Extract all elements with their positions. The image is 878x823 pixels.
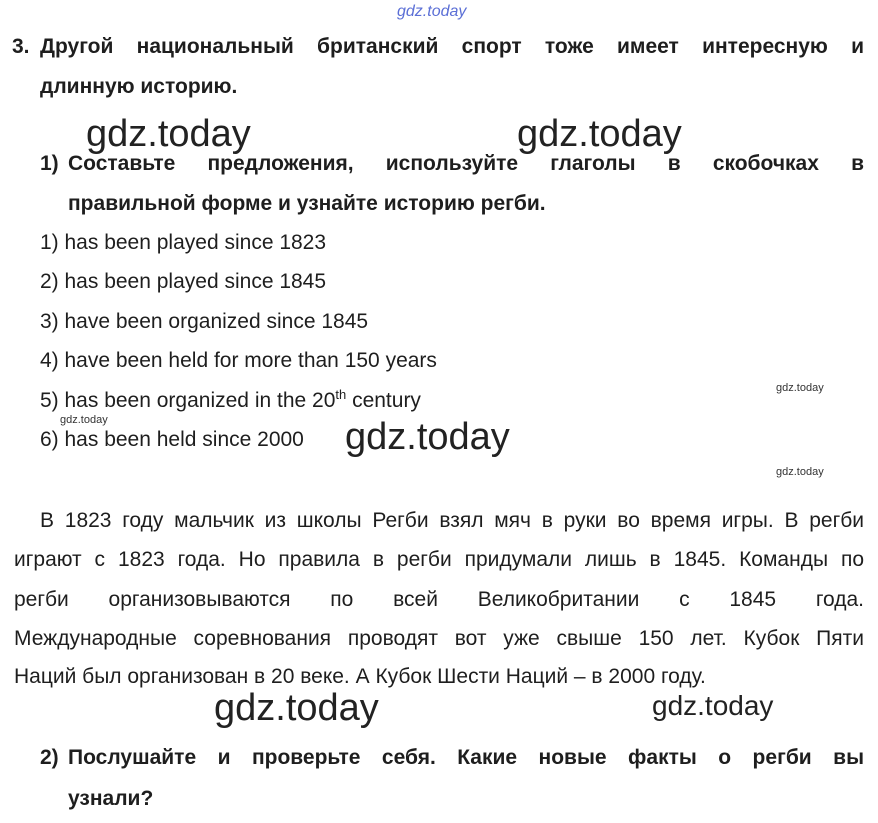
- watermark-big-3: gdz.today: [345, 416, 510, 458]
- watermark-small-2: gdz.today: [60, 414, 108, 426]
- subtask2-line2: узнали?: [68, 787, 154, 810]
- subtask1-line2: правильной форме и узнайте историю регби.: [68, 192, 546, 215]
- answer-4: 4) have been held for more than 150 years: [40, 349, 437, 372]
- watermark-big-2: gdz.today: [517, 113, 682, 155]
- subtask1-line1: Составьте предложения, используйте глаголы в скобочках в: [68, 152, 864, 175]
- answer-3: 3) have been organized since 1845: [40, 310, 369, 333]
- paragraph-line-5: Наций был организован в 20 веке. А Кубок Шести Наций – в 2000 году.: [14, 665, 706, 688]
- task-number: 3.: [12, 35, 30, 58]
- answer-2: 2) has been played since 1845: [40, 270, 327, 293]
- watermark-top: gdz.today: [397, 3, 467, 20]
- task-heading-line1: Другой национальный британский спорт тоже имеет интересную и: [40, 35, 864, 58]
- answer-5-text: 5) has been organized in the 20: [40, 389, 336, 412]
- paragraph-line-3: регби организовываются по всей Великобритании с 1845 года.: [14, 588, 864, 611]
- paragraph-line-2: играют с 1823 года. Но правила в регби придумали лишь в 1845. Команды по: [14, 548, 864, 571]
- answer-5: [40, 388, 421, 414]
- watermark-small-3: gdz.today: [776, 466, 824, 478]
- answer-5-superscript: th: [335, 387, 347, 402]
- watermark-big-4: gdz.today: [214, 687, 379, 729]
- subtask1-number: 1): [40, 152, 59, 175]
- watermark-small-1: gdz.today: [776, 382, 824, 394]
- task-heading-line2: длинную историю.: [40, 75, 238, 98]
- subtask2-line1: Послушайте и проверьте себя. Какие новые факты о регби вы: [68, 746, 864, 769]
- paragraph-line-1: В 1823 году мальчик из школы Регби взял мяч в руки во время игры. В регби: [40, 509, 864, 532]
- answer-1: 1) has been played since 1823: [40, 231, 327, 254]
- subtask2-number: 2): [40, 746, 59, 769]
- paragraph-line-4: Международные соревнования проводят вот уже свыше 150 лет. Кубок Пяти: [14, 627, 864, 650]
- watermark-big-1: gdz.today: [86, 113, 251, 155]
- answer-6: 6) has been held since 2000: [40, 428, 304, 451]
- watermark-mid-1: gdz.today: [652, 690, 774, 721]
- answer-5-tail: century: [346, 389, 421, 412]
